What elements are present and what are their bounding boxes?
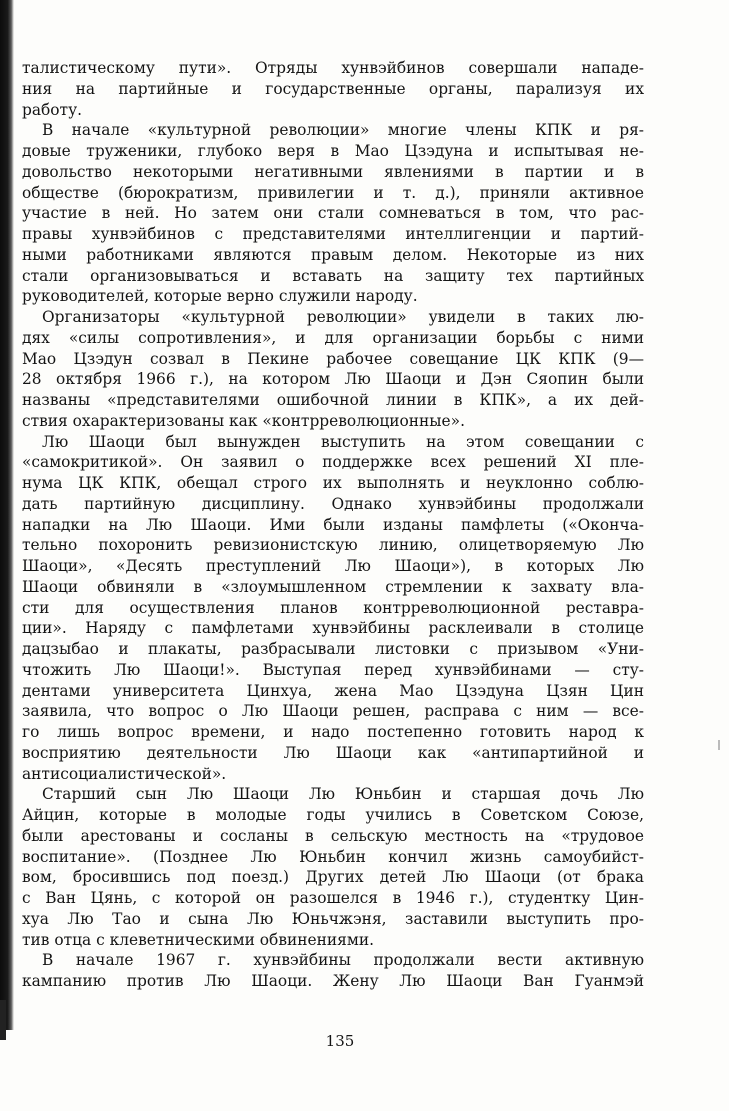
text-line: дях «силы сопротивления», и для организации борьбы с ними xyxy=(22,328,644,347)
text-line: кампанию против Лю Шаоци. Жену Лю Шаоци Ван Гуанмэй xyxy=(22,972,644,990)
text-line: «самокритикой». Он заявил о поддержке всех решений XI пле- xyxy=(22,453,644,472)
text-line: Старший сын Лю Шаоци Лю Юньбин и старшая дочь Лю xyxy=(42,785,644,804)
text-line: дацзыбао и плакаты, разбрасывали листовки с призывом «Уни- xyxy=(22,640,644,658)
body-text xyxy=(22,58,644,992)
text-line: 28 октября 1966 г.), на котором Лю Шаоци и Дэн Сяопин были xyxy=(22,370,644,389)
text-line: Шаоци обвиняли в «злоумышленном стремлении к захвату вла- xyxy=(22,577,644,596)
text-line: Мао Цзэдун созвал в Пекине рабочее совещание ЦК КПК (9— xyxy=(22,349,644,368)
text-line: го лишь вопрос времени, и надо постепенно готовить народ к xyxy=(22,723,644,741)
text-line: с Ван Цянь, с которой он разошелся в 1946 г.), студентку Цин- xyxy=(22,889,644,907)
page-number: 135 xyxy=(325,1032,355,1050)
text-line: восприятию деятельности Лю Шаоци как «антипартийной и xyxy=(22,743,644,762)
text-line: дать партийную дисциплину. Однако хунвэйбины продолжали xyxy=(22,494,644,513)
text-line: воспитание». (Позднее Лю Юньбин кончил жизнь самоубийст- xyxy=(22,847,644,866)
text-line: дентами университета Цинхуа, жена Мао Цзэдуна Цзян Цин xyxy=(22,681,644,700)
text-line: руководителей, которые верно служили народу. xyxy=(22,287,418,306)
text-line: ции». Наряду с памфлетами хунвэйбины расклеивали в столице xyxy=(22,619,644,638)
text-line: названы «представителями ошибочной линии в КПК», а их дей- xyxy=(22,391,644,409)
margin-mark xyxy=(718,740,720,750)
text-line: Айцин, которые в молодые годы учились в Советском Союзе, xyxy=(22,806,644,824)
text-line: хуа Лю Тао и сына Лю Юньчжэня, заставили выступить про- xyxy=(22,909,644,928)
book-spine-shadow xyxy=(0,0,14,1030)
text-line: тив отца с клеветническими обвинениями. xyxy=(22,930,374,949)
text-line: ния на партийные и государственные органы, парализуя их xyxy=(22,79,644,98)
text-line: стали организовываться и вставать на защиту тех партийных xyxy=(22,266,644,285)
text-line: участие в ней. Но затем они стали сомневаться в том, что рас- xyxy=(22,204,644,223)
text-line: тельно похоронить ревизионистскую линию, олицетворяемую Лю xyxy=(22,536,644,555)
text-line: антисоциалистической». xyxy=(22,764,227,783)
text-line: были арестованы и сосланы в сельскую местность на «трудовое xyxy=(22,826,644,845)
text-line: Лю Шаоци был вынужден выступить на этом совещании с xyxy=(42,432,644,451)
text-line: вом, бросившись под поезд.) Других детей Лю Шаоци (от брака xyxy=(22,868,644,887)
text-line: ствия охарактеризованы как «контрреволюционные». xyxy=(22,411,465,430)
text-line: довольство некоторыми негативными явлениями в партии и в xyxy=(22,162,644,181)
text-line: чтожить Лю Шаоци!». Выступая перед хунвэйбинами — сту- xyxy=(22,660,644,679)
text-line: довые труженики, глубоко веря в Мао Цзэдуна и испытывая не- xyxy=(22,142,644,160)
text-line: В начале «культурной революции» многие члены КПК и ря- xyxy=(42,121,644,140)
text-line: сти для осуществления планов контрреволюционной реставра- xyxy=(22,598,644,617)
text-line: заявила, что вопрос о Лю Шаоци решен, расправа с ним — все- xyxy=(22,702,644,721)
text-line: нападки на Лю Шаоци. Ими были изданы памфлеты («Оконча- xyxy=(22,515,644,534)
text-line: работу. xyxy=(22,100,83,119)
text-line: Шаоци», «Десять преступлений Лю Шаоци»), в которых Лю xyxy=(22,557,644,575)
text-line: Организаторы «культурной революции» увидели в таких лю- xyxy=(42,308,644,326)
text-line: ными работниками являются правым делом. Некоторые из них xyxy=(22,245,644,264)
text-line: В начале 1967 г. хунвэйбины продолжали вести активную xyxy=(42,951,644,970)
text-line: талистическому пути». Отряды хунвэйбинов совершали нападе- xyxy=(22,59,644,77)
text-line: нума ЦК КПК, обещал строго их выполнять и неуклонно соблю- xyxy=(22,474,644,492)
text-line: обществе (бюрократизм, привилегии и т. д.), приняли активное xyxy=(22,183,644,202)
text-line: правы хунвэйбинов с представителями интеллигенции и партий- xyxy=(22,225,644,243)
